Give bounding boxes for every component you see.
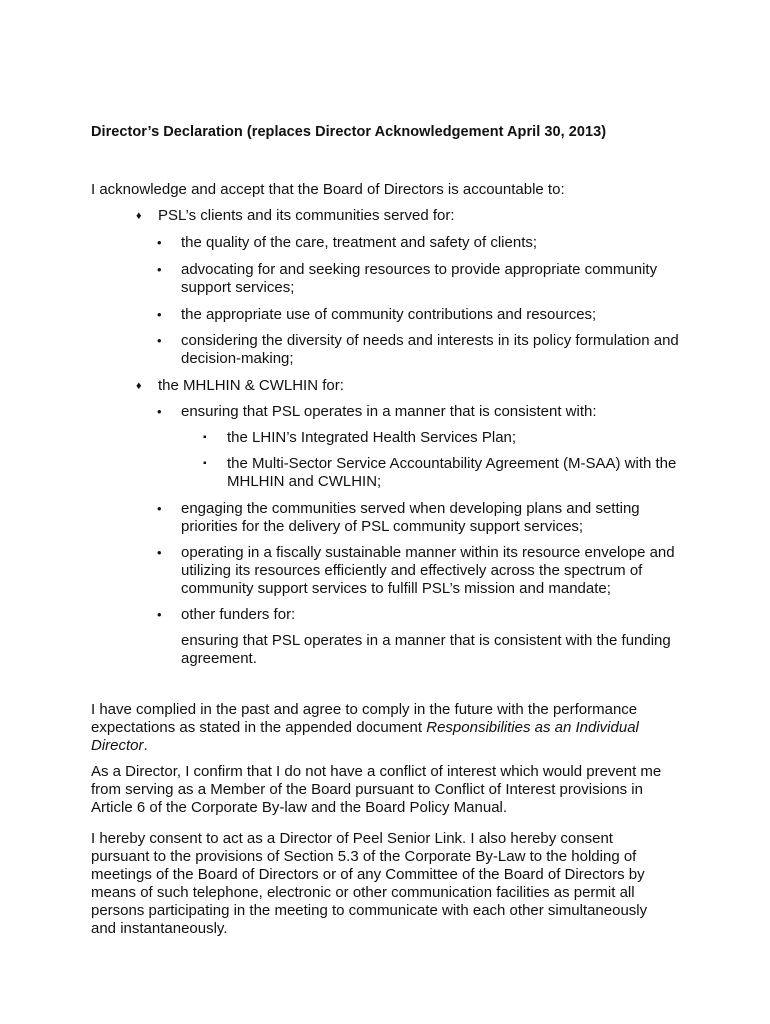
list-item <box>157 234 681 252</box>
bullet-icon: • <box>157 235 162 250</box>
list-item-text: other funders for: <box>181 606 296 623</box>
bullet-icon: • <box>157 307 162 322</box>
section-heading-lhin <box>136 377 344 395</box>
list-item-text: the appropriate use of community contributions and resources; <box>181 306 597 323</box>
diamond-bullet-icon: ♦ <box>136 210 142 222</box>
conflict-paragraph: As a Director, I confirm that I do not have a conflict of interest which would prevent me from serving as a Member of the Board pursuant to Conflict of Interest provisions in Article 6 of the Corporate By-law and the Board Policy Manual. <box>91 763 662 816</box>
list-item <box>157 606 681 624</box>
document-reference: Responsibilities as an Individual Director <box>91 719 639 754</box>
compliance-paragraph <box>91 701 671 755</box>
intro-text: I acknowledge and accept that the Board of Directors is accountable to: <box>91 181 565 198</box>
bullet-icon: • <box>157 404 162 419</box>
list-item <box>157 544 681 598</box>
list-item <box>157 500 681 536</box>
consent-paragraph: I hereby consent to act as a Director of Peel Senior Link. I also hereby consent pursuant to the provisions of Section 5.3 of the Corporate By-Law to the holding of meetings of the Board of Directors or of any Committee of the Board of Directors by means of such telephone, electronic or other communication facilities as permit all persons participating in the meeting to communicate with each other simultaneously and instantaneously. <box>91 830 648 937</box>
funders-text: ensuring that PSL operates in a manner that is consistent with the funding agreement. <box>181 632 671 667</box>
diamond-bullet-icon: ♦ <box>136 380 142 392</box>
sub-list-item-text: the LHIN’s Integrated Health Services Plan; <box>227 429 517 446</box>
compliance-end: . <box>143 737 148 754</box>
list-item-text: advocating for and seeking resources to provide appropriate community support services; <box>181 261 658 296</box>
square-bullet-icon: ▪ <box>203 432 207 443</box>
bullet-icon: • <box>157 545 162 560</box>
bullet-icon: • <box>157 501 162 516</box>
list-item-text: considering the diversity of needs and interests in its policy formulation and decision-making; <box>181 332 679 367</box>
bullet-icon: • <box>157 262 162 277</box>
section-heading-text: the MHLHIN & CWLHIN for: <box>158 377 344 394</box>
compliance-text: I have complied in the past and agree to comply in the future with the performance expectations as stated in the appended document <box>91 701 638 736</box>
bullet-icon: • <box>157 607 162 622</box>
list-item <box>157 403 681 421</box>
list-item <box>157 261 681 297</box>
sub-list-item-text: the Multi-Sector Service Accountability Agreement (M-SAA) with the MHLHIN and CWLHIN; <box>227 455 677 490</box>
square-bullet-icon: ▪ <box>203 458 207 469</box>
list-item <box>157 332 681 368</box>
list-item-text: ensuring that PSL operates in a manner that is consistent with: <box>181 403 597 420</box>
bullet-icon: • <box>157 333 162 348</box>
list-item <box>157 306 681 324</box>
list-item-text: the quality of the care, treatment and safety of clients; <box>181 234 538 251</box>
section-heading-text: PSL’s clients and its communities served for: <box>158 207 455 224</box>
list-item-text: operating in a fiscally sustainable manner within its resource envelope and utilizing its resources efficiently and effectively across the spectrum of community support services to fulfill PSL’s mission and mandate; <box>181 544 675 597</box>
document-title: Director’s Declaration (replaces Director Acknowledgement April 30, 2013) <box>91 124 607 140</box>
sub-list-item <box>203 455 677 491</box>
list-item-text: engaging the communities served when developing plans and setting priorities for the delivery of PSL community support services; <box>181 500 640 535</box>
sub-list-item <box>203 429 677 447</box>
section-heading-clients <box>136 207 455 225</box>
